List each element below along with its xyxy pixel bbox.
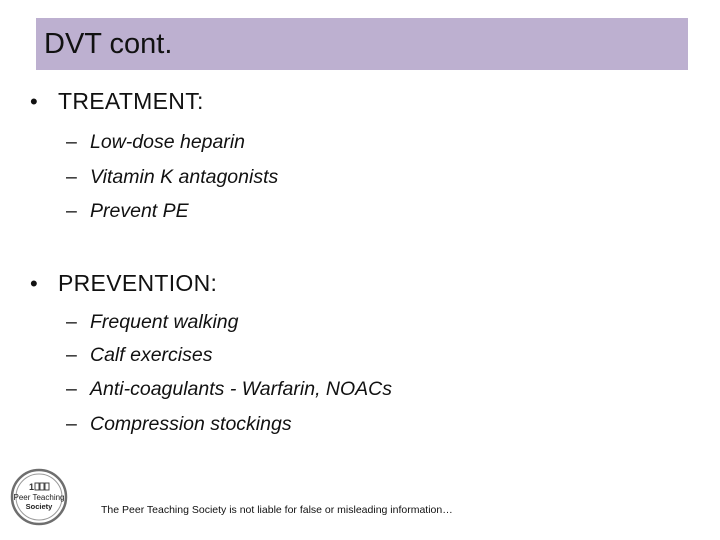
- dash-icon: –: [66, 344, 77, 366]
- bullet-icon: •: [30, 88, 39, 114]
- list-item: [66, 344, 212, 367]
- list-item: [66, 200, 189, 223]
- section-treatment: [30, 88, 204, 115]
- list-item: [66, 311, 239, 334]
- bullet-icon: •: [30, 270, 39, 296]
- title-bar: [36, 18, 688, 70]
- slide-title: DVT cont.: [44, 27, 173, 60]
- section-prevention: [30, 270, 217, 297]
- list-item: [66, 166, 278, 189]
- list-item-text: Vitamin K antagonists: [90, 166, 279, 188]
- list-item: [66, 413, 292, 436]
- list-item-text: Prevent PE: [90, 200, 189, 222]
- section-heading-row: [30, 88, 204, 115]
- list-item-text: Compression stockings: [90, 413, 292, 435]
- disclaimer-text: The Peer Teaching Society is not liable for false or misleading information…: [101, 504, 453, 516]
- list-item-text: Calf exercises: [90, 344, 213, 366]
- dash-icon: –: [66, 413, 77, 435]
- logo-line-2: Society: [25, 502, 53, 511]
- dash-icon: –: [66, 166, 77, 188]
- section-heading: PREVENTION:: [58, 270, 218, 296]
- dash-icon: –: [66, 311, 77, 333]
- dash-icon: –: [66, 200, 77, 222]
- dash-icon: –: [66, 131, 77, 153]
- peer-teaching-society-logo-icon: [10, 468, 68, 526]
- section-heading: TREATMENT:: [58, 88, 204, 114]
- logo-line-1: Peer Teaching: [13, 493, 65, 502]
- list-item: [66, 131, 245, 154]
- svg-text:1: 1: [29, 482, 35, 492]
- dash-icon: –: [66, 378, 77, 400]
- list-item: [66, 378, 392, 401]
- section-heading-row: [30, 270, 217, 297]
- list-item-text: Anti-coagulants - Warfarin, NOACs: [90, 378, 392, 400]
- list-item-text: Low-dose heparin: [90, 131, 246, 153]
- list-item-text: Frequent walking: [90, 311, 239, 333]
